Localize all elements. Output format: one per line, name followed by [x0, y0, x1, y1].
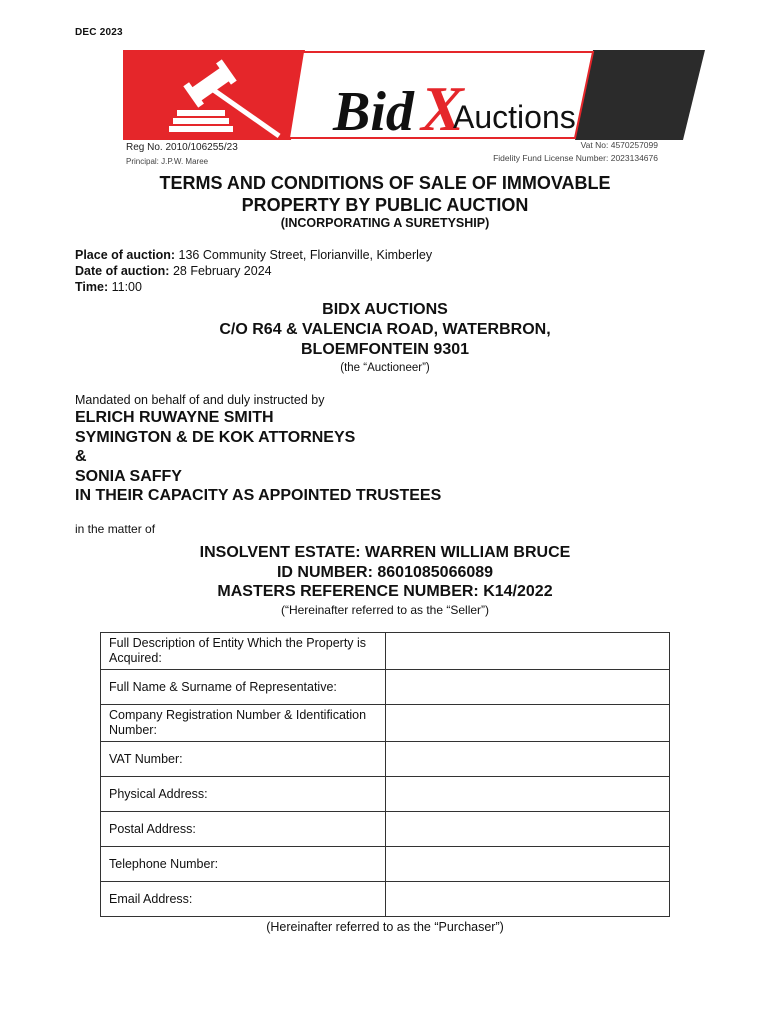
- row-value-field[interactable]: [386, 882, 670, 917]
- table-row: [101, 882, 670, 917]
- trustee-name: ELRICH RUWAYNE SMITH: [75, 409, 274, 426]
- time-value: 11:00: [111, 280, 142, 294]
- auctioneer-note: (the “Auctioneer”): [340, 362, 430, 374]
- row-value-field[interactable]: [386, 742, 670, 777]
- title-line: PROPERTY BY PUBLIC AUCTION: [241, 195, 529, 215]
- row-label: Full Description of Entity Which the Property is Acquired:: [101, 633, 386, 670]
- place-label: Place of auction:: [75, 248, 176, 262]
- trustee-firm: SYMINGTON & DE KOK ATTORNEYS: [75, 428, 356, 446]
- row-value-field[interactable]: [386, 847, 670, 882]
- trustee-name: SONIA SAFFY: [75, 467, 182, 485]
- row-value-field[interactable]: [386, 633, 670, 670]
- estate-block: [0, 543, 770, 602]
- table-row: [101, 847, 670, 882]
- document-date: DEC 2023: [75, 27, 123, 38]
- date-of-auction: [75, 263, 272, 279]
- row-value-field[interactable]: [386, 777, 670, 812]
- seller-note: (“Hereinafter referred to as the “Seller”): [280, 603, 490, 617]
- auctioneer-address: C/O R64 & VALENCIA ROAD, WATERBRON,: [219, 321, 551, 338]
- time-of-auction: [75, 279, 142, 295]
- principal-name: Principal: J.P.W. Maree: [126, 157, 209, 166]
- table-row: [101, 742, 670, 777]
- purchaser-note: (Hereinafter referred to as the “Purchaser”): [266, 920, 504, 934]
- date-value: 28 February 2024: [172, 264, 272, 278]
- matter-text: in the matter of: [75, 522, 156, 536]
- auctioneer-block: [0, 300, 770, 360]
- document-title: [0, 172, 770, 216]
- document-subtitle: (INCORPORATING A SURETYSHIP): [280, 216, 490, 230]
- trustee-ampersand: &: [75, 448, 87, 465]
- row-value-field[interactable]: [386, 812, 670, 847]
- row-value-field[interactable]: [386, 670, 670, 705]
- place-of-auction: [75, 247, 432, 263]
- table-row: [101, 670, 670, 705]
- trustee-capacity: IN THEIR CAPACITY AS APPOINTED TRUSTEES: [75, 487, 442, 504]
- svg-text:Bid: Bid: [333, 81, 414, 140]
- row-label: Postal Address:: [101, 812, 386, 847]
- row-label: Full Name & Surname of Representative:: [101, 670, 386, 705]
- svg-text:Auctions: Auctions: [453, 99, 576, 135]
- estate-name: INSOLVENT ESTATE: WARREN WILLIAM BRUCE: [199, 544, 571, 561]
- bidx-banner: [123, 48, 705, 140]
- row-label: Physical Address:: [101, 777, 386, 812]
- vat-number: Vat No: 4570257099: [580, 140, 658, 150]
- auctioneer-name: BIDX AUCTIONS: [322, 301, 448, 318]
- table-row: [101, 633, 670, 670]
- purchaser-details-table: [100, 632, 670, 917]
- row-label: Email Address:: [101, 882, 386, 917]
- date-label: Date of auction:: [75, 264, 170, 278]
- row-label: Telephone Number:: [101, 847, 386, 882]
- trustees-block: [75, 408, 441, 506]
- auctioneer-city: BLOEMFONTEIN 9301: [300, 341, 470, 358]
- fidelity-fund-number: Fidelity Fund License Number: 2023134676: [493, 153, 658, 163]
- table-row: [101, 812, 670, 847]
- masters-reference: MASTERS REFERENCE NUMBER: K14/2022: [217, 583, 553, 600]
- svg-text:X: X: [421, 73, 464, 140]
- place-value: 136 Community Street, Florianville, Kimberley: [178, 248, 433, 262]
- table-row: [101, 777, 670, 812]
- row-value-field[interactable]: [386, 705, 670, 742]
- title-line: TERMS AND CONDITIONS OF SALE OF IMMOVABLE: [159, 173, 611, 193]
- id-number: ID NUMBER: 8601085066089: [276, 563, 494, 581]
- registration-number: Reg No. 2010/106255/23: [126, 142, 238, 153]
- table-row: [101, 705, 670, 742]
- row-label: Company Registration Number & Identification Number:: [101, 705, 386, 742]
- time-label: Time:: [75, 280, 109, 294]
- mandated-text: Mandated on behalf of and duly instructed by: [75, 393, 325, 407]
- row-label: VAT Number:: [101, 742, 386, 777]
